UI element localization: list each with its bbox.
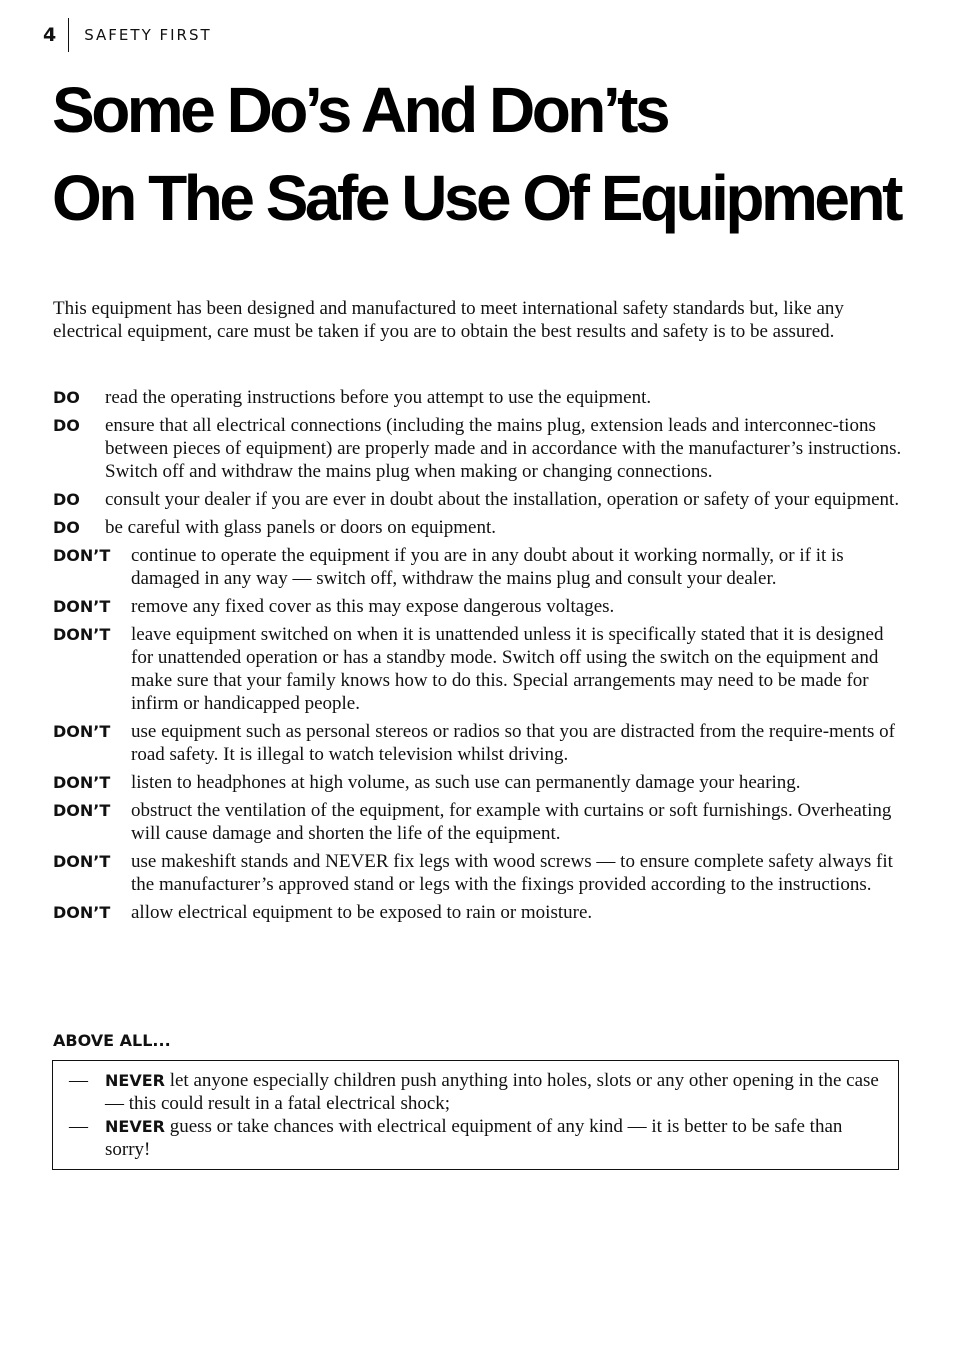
warning-body: let anyone especially children push anything into holes, slots or any other opening in the case — this could result in a fatal electrical shock;	[105, 1070, 879, 1114]
warning-item	[69, 1069, 882, 1115]
section-label: SAFETY FIRST	[84, 26, 212, 44]
rule-key: DON’T	[53, 773, 111, 792]
page-header	[43, 18, 212, 52]
title-line-2: On The Safe Use Of Equipment	[52, 162, 900, 234]
rule-text: read the operating instructions before you attempt to use the equipment.	[105, 387, 652, 408]
warning-text	[105, 1115, 882, 1161]
title-line-1: Some Do’s And Don’ts	[52, 74, 668, 146]
rule-text: be careful with glass panels or doors on equipment.	[105, 517, 496, 538]
rule-item	[53, 386, 903, 409]
rule-item	[53, 414, 903, 483]
rule-text: use equipment such as personal stereos or radios so that you are distracted from the require-ments of road safety. It is illegal to watch television whilst driving.	[131, 721, 895, 765]
intro-paragraph: This equipment has been designed and manufactured to meet international safety standards but, like any electrical equipment, care must be taken if you are to obtain the best results and safety is to be assured.	[53, 298, 844, 342]
rule-text: obstruct the ventilation of the equipment, for example with curtains or soft furnishings. Overheating will cause damage and shorten the life of the equipment.	[131, 800, 892, 844]
rule-text: listen to headphones at high volume, as such use can permanently damage your hearing.	[131, 772, 801, 793]
rule-key: DO	[53, 388, 80, 407]
rule-item	[53, 850, 903, 896]
page-number: 4	[43, 24, 57, 46]
rule-text: use makeshift stands and NEVER fix legs with wood screws — to ensure complete safety always fit the manufacturer’s approved stand or legs with the fixings provided according to the instructions.	[131, 851, 893, 895]
rule-text: consult your dealer if you are ever in doubt about the installation, operation or safety of your equipment.	[105, 489, 900, 510]
rules-list	[53, 386, 903, 929]
rule-text: leave equipment switched on when it is unattended unless it is specifically stated that it is designed for unattended operation or has a standby mode. Switch off using the switch on the equipment and make sure that your family knows how to do this. Special arrangements may need to be made for infirm or handicapped people.	[131, 624, 884, 714]
rule-key: DO	[53, 518, 80, 537]
rule-key: DON’T	[53, 625, 111, 644]
rule-item	[53, 771, 903, 794]
rule-item	[53, 720, 903, 766]
above-all-box	[52, 1060, 899, 1170]
rule-key: DON’T	[53, 597, 111, 616]
rule-item	[53, 623, 903, 715]
em-dash-bullet: —	[69, 1116, 88, 1137]
page-title	[52, 66, 900, 242]
warning-item	[69, 1115, 882, 1161]
never-keyword: NEVER	[105, 1117, 165, 1136]
rule-key: DON’T	[53, 903, 111, 922]
rule-text: continue to operate the equipment if you are in any doubt about it working normally, or if it is damaged in any way — switch off, withdraw the mains plug and consult your dealer.	[131, 545, 844, 589]
rule-key: DON’T	[53, 546, 111, 565]
rule-item	[53, 516, 903, 539]
rule-key: DO	[53, 416, 80, 435]
rule-text: ensure that all electrical connections (including the mains plug, extension leads and interconnec-tions between pieces of equipment) are properly made and in accordance with the manufacturer’s instructions. Switch off and withdraw the mains plug when making or changing connections.	[105, 415, 902, 482]
warning-body: guess or take chances with electrical equipment of any kind — it is better to be safe than sorry!	[105, 1116, 843, 1160]
rule-text: remove any fixed cover as this may expose dangerous voltages.	[131, 596, 615, 617]
warning-text	[105, 1069, 882, 1115]
rule-item	[53, 595, 903, 618]
rule-item	[53, 901, 903, 924]
rule-text: allow electrical equipment to be exposed to rain or moisture.	[131, 902, 593, 923]
rule-key: DON’T	[53, 852, 111, 871]
rule-key: DON’T	[53, 801, 111, 820]
rule-key: DON’T	[53, 722, 111, 741]
rule-item	[53, 488, 903, 511]
rule-item	[53, 544, 903, 590]
rule-item	[53, 799, 903, 845]
em-dash-bullet: —	[69, 1070, 88, 1091]
rule-key: DO	[53, 490, 80, 509]
above-all-heading: ABOVE ALL...	[53, 1031, 171, 1050]
never-keyword: NEVER	[105, 1071, 165, 1090]
